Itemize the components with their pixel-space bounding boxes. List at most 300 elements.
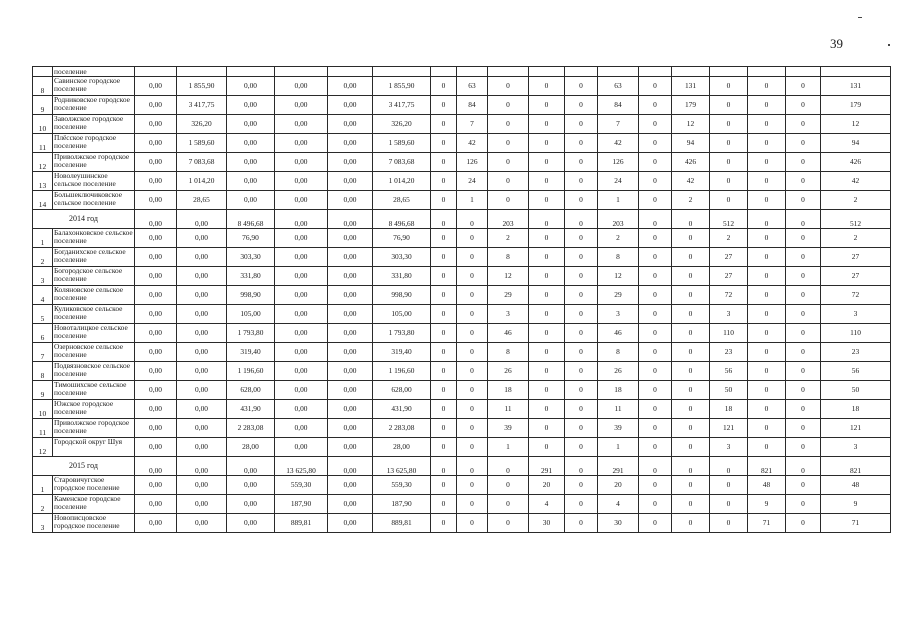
- table-cell: 291: [598, 457, 639, 476]
- table-cell: 0,00: [227, 96, 275, 115]
- table-cell: 326,20: [373, 115, 431, 134]
- table-row: [33, 191, 891, 210]
- table-cell: 303,30: [227, 248, 275, 267]
- table-cell: 0: [529, 96, 565, 115]
- table-cell: 0: [431, 267, 457, 286]
- settlement-name-cell: Приволжское городское поселение: [53, 153, 135, 172]
- table-cell: 0,00: [177, 514, 227, 533]
- table-cell: 94: [672, 134, 710, 153]
- table-cell: 105,00: [227, 305, 275, 324]
- table-cell: 3: [488, 305, 529, 324]
- table-cell: 319,40: [373, 343, 431, 362]
- table-cell: 0: [672, 476, 710, 495]
- table-cell: 0: [748, 286, 786, 305]
- table-cell: 0: [431, 457, 457, 476]
- table-cell: 110: [710, 324, 748, 343]
- table-cell: 0: [488, 191, 529, 210]
- table-cell: 0: [672, 229, 710, 248]
- table-cell: 3 417,75: [373, 96, 431, 115]
- table-cell: 0,00: [328, 134, 373, 153]
- table-cell: [431, 67, 457, 77]
- table-cell: 8: [598, 248, 639, 267]
- table-cell: 0: [431, 495, 457, 514]
- table-cell: 0: [672, 495, 710, 514]
- table-cell: 7: [457, 115, 488, 134]
- table-cell: 559,30: [373, 476, 431, 495]
- table-cell: 512: [710, 210, 748, 229]
- table-cell: 0,00: [275, 153, 328, 172]
- table-cell: 0,00: [328, 77, 373, 96]
- table-cell: 0: [639, 286, 672, 305]
- table-cell: 76,90: [227, 229, 275, 248]
- table-cell: 0: [748, 419, 786, 438]
- settlement-name-cell: Новописцовское городское поселение: [53, 514, 135, 533]
- table-cell: 84: [598, 96, 639, 115]
- table-cell: 0,00: [135, 381, 177, 400]
- table-cell: 0: [565, 362, 598, 381]
- table-cell: 0: [431, 400, 457, 419]
- table-cell: 0: [457, 324, 488, 343]
- table-cell: 121: [710, 419, 748, 438]
- table-cell: 889,81: [275, 514, 328, 533]
- table-cell: 0: [639, 305, 672, 324]
- row-number: 8: [33, 362, 53, 381]
- table-cell: 0,00: [135, 476, 177, 495]
- table-cell: 0: [672, 210, 710, 229]
- table-cell: 0: [529, 362, 565, 381]
- table-cell: [227, 67, 275, 77]
- table-cell: 0: [488, 514, 529, 533]
- table-row: [33, 134, 891, 153]
- table-cell: 0,00: [135, 191, 177, 210]
- settlement-name-cell: Южское городское поселение: [53, 400, 135, 419]
- table-cell: 0: [748, 172, 786, 191]
- table-cell: 0: [488, 115, 529, 134]
- table-cell: 0: [786, 286, 821, 305]
- table-cell: 0: [565, 305, 598, 324]
- table-cell: 0,00: [227, 172, 275, 191]
- table-cell: 0: [529, 248, 565, 267]
- table-cell: 0: [786, 134, 821, 153]
- table-cell: 0: [529, 77, 565, 96]
- table-cell: 0,00: [135, 172, 177, 191]
- table-cell: 0: [672, 438, 710, 457]
- table-cell: 0: [786, 96, 821, 115]
- table-cell: 0: [488, 495, 529, 514]
- table-cell: 0: [639, 362, 672, 381]
- table-cell: 0,00: [177, 476, 227, 495]
- table-cell: 0: [786, 305, 821, 324]
- table-cell: 8 496,68: [373, 210, 431, 229]
- row-number: 3: [33, 267, 53, 286]
- table-cell: 20: [598, 476, 639, 495]
- table-cell: 0: [431, 248, 457, 267]
- table-cell: 0,00: [328, 305, 373, 324]
- table-cell: 0,00: [177, 229, 227, 248]
- table-cell: 0: [672, 381, 710, 400]
- table-cell: 1: [598, 191, 639, 210]
- table-cell: 94: [821, 134, 891, 153]
- table-cell: 0: [529, 286, 565, 305]
- table-cell: 0: [672, 362, 710, 381]
- settlement-name-cell: Тимошихское сельское поселение: [53, 381, 135, 400]
- table-cell: 0: [565, 476, 598, 495]
- table-cell: 0: [565, 153, 598, 172]
- table-cell: 0: [431, 172, 457, 191]
- table-cell: 0: [672, 305, 710, 324]
- table-cell: 0,00: [227, 191, 275, 210]
- table-cell: 48: [821, 476, 891, 495]
- table-cell: 0: [457, 229, 488, 248]
- table-cell: 0: [748, 400, 786, 419]
- settlement-name-cell: Коляновское сельское поселение: [53, 286, 135, 305]
- table-cell: 0,00: [135, 248, 177, 267]
- table-row: [33, 172, 891, 191]
- table-cell: 0: [529, 400, 565, 419]
- table-cell: 18: [821, 400, 891, 419]
- table-cell: 0,00: [177, 267, 227, 286]
- table-cell: 0,00: [227, 514, 275, 533]
- table-cell: 0: [639, 457, 672, 476]
- table-cell: [373, 67, 431, 77]
- table-cell: 0: [565, 438, 598, 457]
- table-cell: 0: [672, 248, 710, 267]
- row-number: 11: [33, 419, 53, 438]
- table-cell: 0,00: [328, 438, 373, 457]
- settlement-name-cell: Родниковское городское поселение: [53, 96, 135, 115]
- table-row: [33, 438, 891, 457]
- table-cell: 0: [639, 267, 672, 286]
- table-cell: 0,00: [135, 343, 177, 362]
- settlement-name-cell: Новолеушинское сельское поселение: [53, 172, 135, 191]
- table-cell: 303,30: [373, 248, 431, 267]
- table-cell: 0,00: [135, 267, 177, 286]
- table-cell: 0,00: [275, 362, 328, 381]
- table-cell: 23: [821, 343, 891, 362]
- table-cell: 0: [431, 77, 457, 96]
- table-cell: 326,20: [177, 115, 227, 134]
- table-cell: 0,00: [135, 495, 177, 514]
- table-cell: 0: [639, 343, 672, 362]
- table-cell: 0,00: [328, 267, 373, 286]
- table-cell: 0: [748, 191, 786, 210]
- table-cell: 84: [457, 96, 488, 115]
- table-cell: 20: [529, 476, 565, 495]
- table-cell: 1 014,20: [177, 172, 227, 191]
- table-cell: 7 083,68: [177, 153, 227, 172]
- table-cell: [821, 67, 891, 77]
- table-cell: 2: [821, 229, 891, 248]
- year-label: 2014 год: [33, 210, 135, 229]
- table-cell: 29: [598, 286, 639, 305]
- table-cell: 0: [639, 514, 672, 533]
- row-number: 9: [33, 96, 53, 115]
- table-cell: 0,00: [328, 476, 373, 495]
- table-cell: 0: [457, 438, 488, 457]
- table-cell: 0,00: [135, 419, 177, 438]
- settlement-name-cell: Богданихское сельское поселение: [53, 248, 135, 267]
- table-cell: 18: [598, 381, 639, 400]
- table-cell: 0: [672, 324, 710, 343]
- settlement-name-cell: Озерновское сельское поселение: [53, 343, 135, 362]
- table-cell: 0: [565, 191, 598, 210]
- table-cell: 46: [488, 324, 529, 343]
- table-row: [33, 305, 891, 324]
- table-cell: 0: [786, 77, 821, 96]
- settlement-name-cell: Большеключиковское сельское поселение: [53, 191, 135, 210]
- table-cell: 63: [457, 77, 488, 96]
- table-cell: 42: [672, 172, 710, 191]
- table-cell: 179: [672, 96, 710, 115]
- table-cell: 105,00: [373, 305, 431, 324]
- table-cell: 4: [598, 495, 639, 514]
- table-cell: 0,00: [275, 419, 328, 438]
- table-cell: 0: [639, 115, 672, 134]
- table-cell: 0,00: [328, 514, 373, 533]
- table-cell: 0,00: [135, 324, 177, 343]
- table-cell: 0: [565, 343, 598, 362]
- table-cell: 0,00: [275, 248, 328, 267]
- table-cell: 9: [821, 495, 891, 514]
- table-cell: 0,00: [177, 400, 227, 419]
- table-cell: 7: [598, 115, 639, 134]
- table-cell: 0: [639, 381, 672, 400]
- table-cell: 0: [565, 134, 598, 153]
- table-cell: 27: [710, 267, 748, 286]
- settlement-name-cell: Подвязновское сельское поселение: [53, 362, 135, 381]
- table-cell: 889,81: [373, 514, 431, 533]
- row-number: 2: [33, 248, 53, 267]
- table-cell: 0: [710, 96, 748, 115]
- table-cell: 72: [710, 286, 748, 305]
- table-cell: [529, 67, 565, 77]
- table-cell: 131: [821, 77, 891, 96]
- table-row: [33, 514, 891, 533]
- table-cell: 512: [821, 210, 891, 229]
- row-number: 1: [33, 229, 53, 248]
- table-cell: 0: [431, 115, 457, 134]
- table-cell: 0: [431, 514, 457, 533]
- table-cell: 0: [431, 96, 457, 115]
- table-cell: 8 496,68: [227, 210, 275, 229]
- table-cell: 203: [488, 210, 529, 229]
- table-cell: 0,00: [328, 324, 373, 343]
- table-cell: 0: [748, 134, 786, 153]
- table-cell: 0: [639, 419, 672, 438]
- row-number: 4: [33, 286, 53, 305]
- table-cell: [457, 67, 488, 77]
- table-cell: 0: [457, 514, 488, 533]
- table-cell: [565, 67, 598, 77]
- table-cell: 0,00: [227, 495, 275, 514]
- table-cell: 2: [488, 229, 529, 248]
- table-cell: 48: [748, 476, 786, 495]
- table-cell: 126: [457, 153, 488, 172]
- table-cell: 0: [565, 229, 598, 248]
- table-cell: 28,65: [177, 191, 227, 210]
- table-cell: 291: [529, 457, 565, 476]
- table-cell: 0: [565, 96, 598, 115]
- table-cell: 0: [786, 210, 821, 229]
- table-cell: 0,00: [135, 96, 177, 115]
- table-row: [33, 476, 891, 495]
- table-cell: 0: [431, 305, 457, 324]
- table-cell: 3: [710, 438, 748, 457]
- table-cell: 0: [565, 381, 598, 400]
- table-cell: 0: [639, 495, 672, 514]
- table-cell: 0,00: [275, 210, 328, 229]
- table-cell: 0,00: [275, 172, 328, 191]
- table-cell: 56: [821, 362, 891, 381]
- table-cell: 0: [786, 514, 821, 533]
- table-cell: 0: [710, 191, 748, 210]
- table-cell: 331,80: [227, 267, 275, 286]
- table-cell: 0: [672, 400, 710, 419]
- table-cell: 1: [457, 191, 488, 210]
- table-cell: 2 283,08: [373, 419, 431, 438]
- table-cell: 0,00: [227, 115, 275, 134]
- row-number: 8: [33, 77, 53, 96]
- row-number: 5: [33, 305, 53, 324]
- table-cell: 0,00: [135, 400, 177, 419]
- table-cell: 3 417,75: [177, 96, 227, 115]
- table-cell: 0,00: [328, 191, 373, 210]
- table-cell: 71: [821, 514, 891, 533]
- table-cell: 24: [598, 172, 639, 191]
- table-cell: 0: [710, 457, 748, 476]
- table-cell: 8: [488, 343, 529, 362]
- table-cell: 27: [821, 248, 891, 267]
- table-row: [33, 77, 891, 96]
- table-cell: 0,00: [135, 514, 177, 533]
- table-cell: 0,00: [177, 324, 227, 343]
- table-row: [33, 381, 891, 400]
- table-cell: 3: [821, 305, 891, 324]
- table-cell: 0: [748, 438, 786, 457]
- table-cell: 0: [786, 400, 821, 419]
- table-row: [33, 96, 891, 115]
- settlement-name-cell: Приволжское городское поселение: [53, 419, 135, 438]
- table-cell: 11: [598, 400, 639, 419]
- table-cell: 0: [748, 248, 786, 267]
- table-cell: 0: [672, 267, 710, 286]
- table-cell: 0: [431, 286, 457, 305]
- table-cell: 628,00: [373, 381, 431, 400]
- table-cell: 0: [748, 267, 786, 286]
- table-cell: 63: [598, 77, 639, 96]
- table-cell: 2 283,08: [227, 419, 275, 438]
- row-number: 9: [33, 381, 53, 400]
- row-number: 11: [33, 134, 53, 153]
- table-cell: 8: [598, 343, 639, 362]
- table-cell: 0,00: [328, 210, 373, 229]
- table-cell: 187,90: [373, 495, 431, 514]
- table-cell: 0: [786, 115, 821, 134]
- table-cell: [672, 67, 710, 77]
- table-cell: 0,00: [275, 191, 328, 210]
- table-row: [33, 115, 891, 134]
- table-cell: 0,00: [275, 77, 328, 96]
- table-cell: 0: [786, 172, 821, 191]
- table-cell: 0: [529, 115, 565, 134]
- table-cell: 27: [710, 248, 748, 267]
- table-cell: 821: [821, 457, 891, 476]
- row-number: 6: [33, 324, 53, 343]
- table-cell: 0,00: [135, 153, 177, 172]
- table-cell: 0: [431, 324, 457, 343]
- table-cell: 0: [457, 305, 488, 324]
- table-cell: 0: [672, 514, 710, 533]
- table-cell: 3: [821, 438, 891, 457]
- table-cell: 0: [488, 457, 529, 476]
- table-cell: 0: [488, 172, 529, 191]
- settlement-name-cell: Плёсское городское поселение: [53, 134, 135, 153]
- allocation-table: [32, 66, 891, 533]
- table-cell: 0: [431, 229, 457, 248]
- table-cell: 0,00: [177, 248, 227, 267]
- table-cell: 1 589,60: [177, 134, 227, 153]
- table-cell: 0,00: [135, 305, 177, 324]
- table-cell: 0,00: [275, 324, 328, 343]
- table-cell: 0,00: [328, 457, 373, 476]
- table-cell: 29: [488, 286, 529, 305]
- table-cell: [275, 67, 328, 77]
- table-row: [33, 267, 891, 286]
- table-cell: 0: [672, 419, 710, 438]
- table-cell: 0,00: [135, 134, 177, 153]
- row-number: 10: [33, 115, 53, 134]
- table-cell: 0: [529, 153, 565, 172]
- table-cell: 0,00: [177, 438, 227, 457]
- table-cell: 0: [431, 381, 457, 400]
- table-cell: 2: [710, 229, 748, 248]
- table-cell: 187,90: [275, 495, 328, 514]
- table-cell: 0,00: [135, 210, 177, 229]
- table-cell: 0: [786, 476, 821, 495]
- table-row: [33, 362, 891, 381]
- table-cell: 0,00: [328, 229, 373, 248]
- table-cell: 0: [488, 134, 529, 153]
- table-cell: 30: [529, 514, 565, 533]
- table-cell: 0: [748, 324, 786, 343]
- table-cell: 3: [710, 305, 748, 324]
- table-cell: 331,80: [373, 267, 431, 286]
- table-cell: 0,00: [177, 210, 227, 229]
- table-row: [33, 343, 891, 362]
- table-cell: 0: [748, 153, 786, 172]
- row-number: 7: [33, 343, 53, 362]
- table-cell: 179: [821, 96, 891, 115]
- table-cell: 0: [529, 210, 565, 229]
- table-cell: 0,00: [227, 153, 275, 172]
- table-cell: 0: [748, 210, 786, 229]
- table-cell: 30: [598, 514, 639, 533]
- table-cell: 1: [488, 438, 529, 457]
- table-cell: 0: [529, 267, 565, 286]
- table-cell: 1 196,60: [227, 362, 275, 381]
- table-cell: 0: [639, 77, 672, 96]
- row-number: 1: [33, 476, 53, 495]
- table-cell: 0: [748, 381, 786, 400]
- year-subtotal-row: [33, 457, 891, 476]
- table-cell: 0: [786, 191, 821, 210]
- table-cell: 0: [565, 514, 598, 533]
- table-cell: 0,00: [135, 438, 177, 457]
- table-cell: 0: [457, 381, 488, 400]
- table-cell: 0: [748, 305, 786, 324]
- table-cell: 56: [710, 362, 748, 381]
- table-cell: 0: [431, 438, 457, 457]
